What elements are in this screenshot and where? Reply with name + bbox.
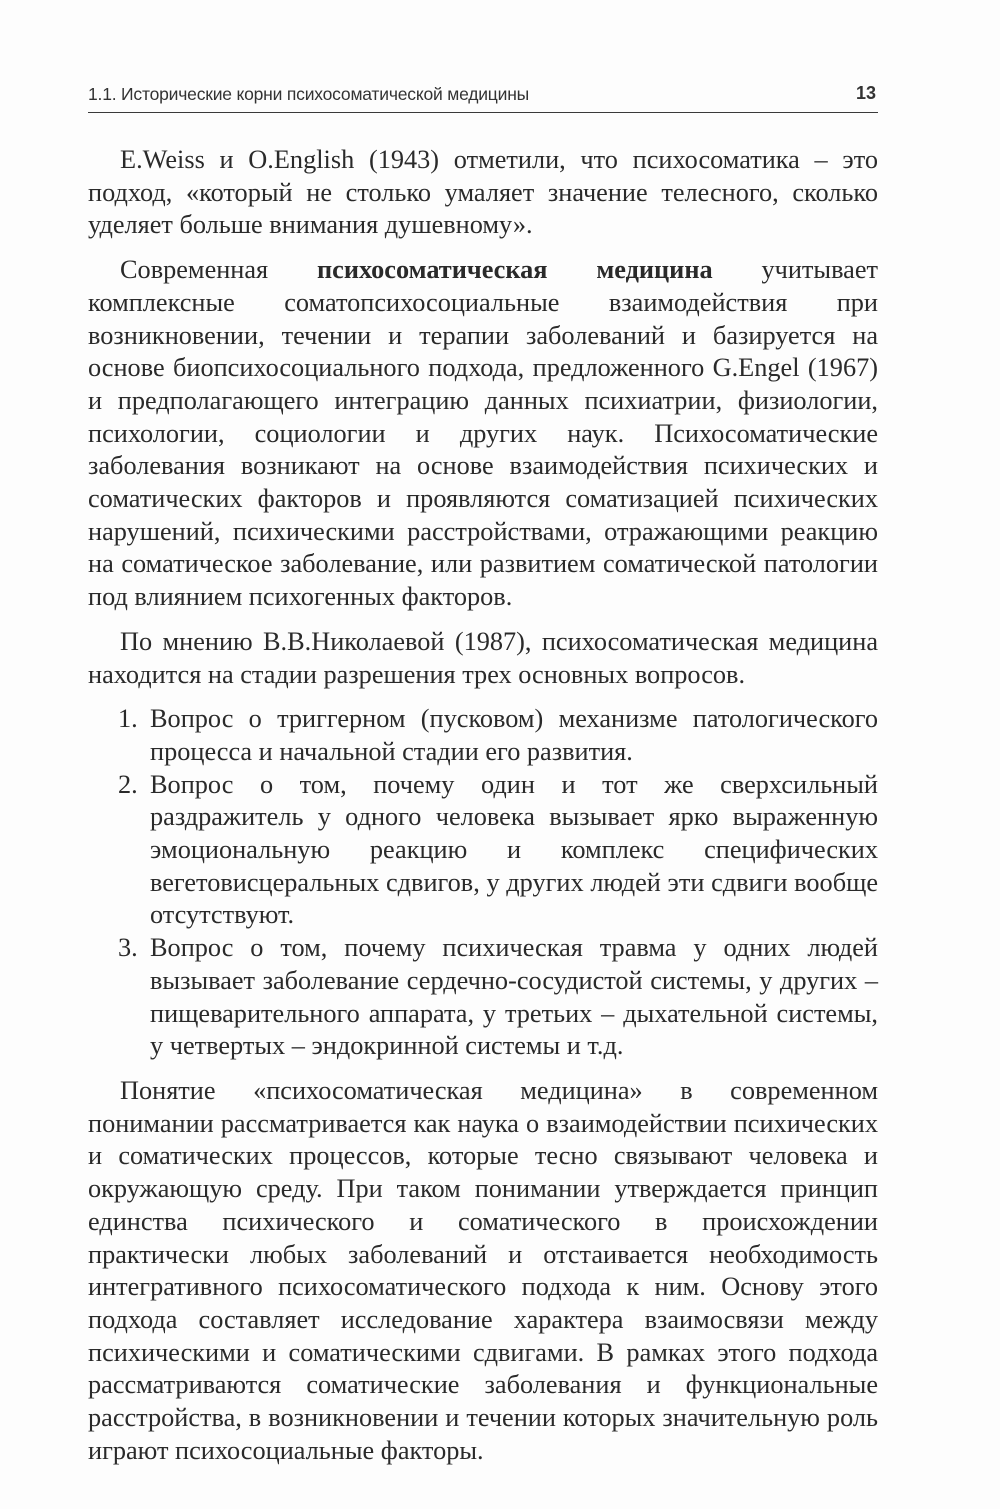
list-item-text: Вопрос о том, почему один и тот же сверхсильный раздражитель у одного человека вызывает ярко выраженную эмоциональную реакцию и комплекс специфических вегетовисцеральных сдвигов, у других людей эти сдвиги вообще отсутствуют. <box>150 769 878 930</box>
term-psychosomatic-medicine: психосоматическая медицина <box>317 255 713 285</box>
paragraph-concept: Понятие «психосоматическая медицина» в современном понимании рассматривается как наука о взаимодействии психических и соматических процессов, которые тесно связывают человека и окружающую среду. При таком понимании утверждается принцип единства психического и соматического в происхождении практически любых заболеваний и отстаивается необходимость интегративного психосоматического подхода к ним. Основу этого подхода составляет исследование характера взаимосвязи между психическими и соматическими сдвигами. В рамках этого подхода рассматриваются соматические заболевания и функциональные расстройства, в возникновении и течении которых значительную роль играют психосоциальные факторы. <box>88 1075 878 1465</box>
paragraph-lead: Современная <box>120 255 317 285</box>
page-number: 13 <box>855 83 876 103</box>
paragraph-rest: учитывает комплексные соматопсихосоциальные взаимодействия при возникновении, течении и терапии заболеваний и базируется на основе биопсихосоциального подхода, предложенного G.Engel (1967) и предполагающего интеграцию данных психиатрии, физиологии, психологии, социологии и других наук. Психосоматические заболевания возникают на основе взаимодействия психических и соматических факторов и проявляются соматизацией психических нарушений, психическими расстройствами, отражающими реакцию на соматическое заболевание, или развитием соматической патологии под влиянием психогенных факторов. <box>88 255 878 612</box>
list-item-text: Вопрос о триггерном (пусковом) механизме патологического процесса и начальной стадии его развития. <box>150 704 878 766</box>
list-marker: 3. <box>118 933 138 963</box>
paragraph-modern-medicine <box>88 254 878 614</box>
list-item <box>88 932 878 1063</box>
questions-list <box>88 703 878 1063</box>
list-item-text: Вопрос о том, почему психическая травма у одних людей вызывает заболевание сердечно-сосудистой системы, у других – пищеварительного аппарата, у третьих – дыхательной системы, у четвертых – эндокринной системы и т.д. <box>150 933 878 1061</box>
running-header <box>88 82 878 113</box>
list-marker: 2. <box>118 769 138 799</box>
paragraph-weiss-english: E.Weiss и O.English (1943) отметили, что психосоматика – это подход, «который не столько умаляет значение телесного, сколько уделяет больше внимания душевному». <box>88 145 878 240</box>
running-title: 1.1. Исторические корни психосоматической медицины <box>88 84 530 104</box>
list-item <box>88 703 878 768</box>
paragraph-nikolaeva: По мнению В.В.Николаевой (1987), психосоматическая медицина находится на стадии разрешения трех основных вопросов. <box>88 626 878 689</box>
list-marker: 1. <box>118 704 138 734</box>
body-text <box>88 144 878 1479</box>
list-item <box>88 769 878 933</box>
